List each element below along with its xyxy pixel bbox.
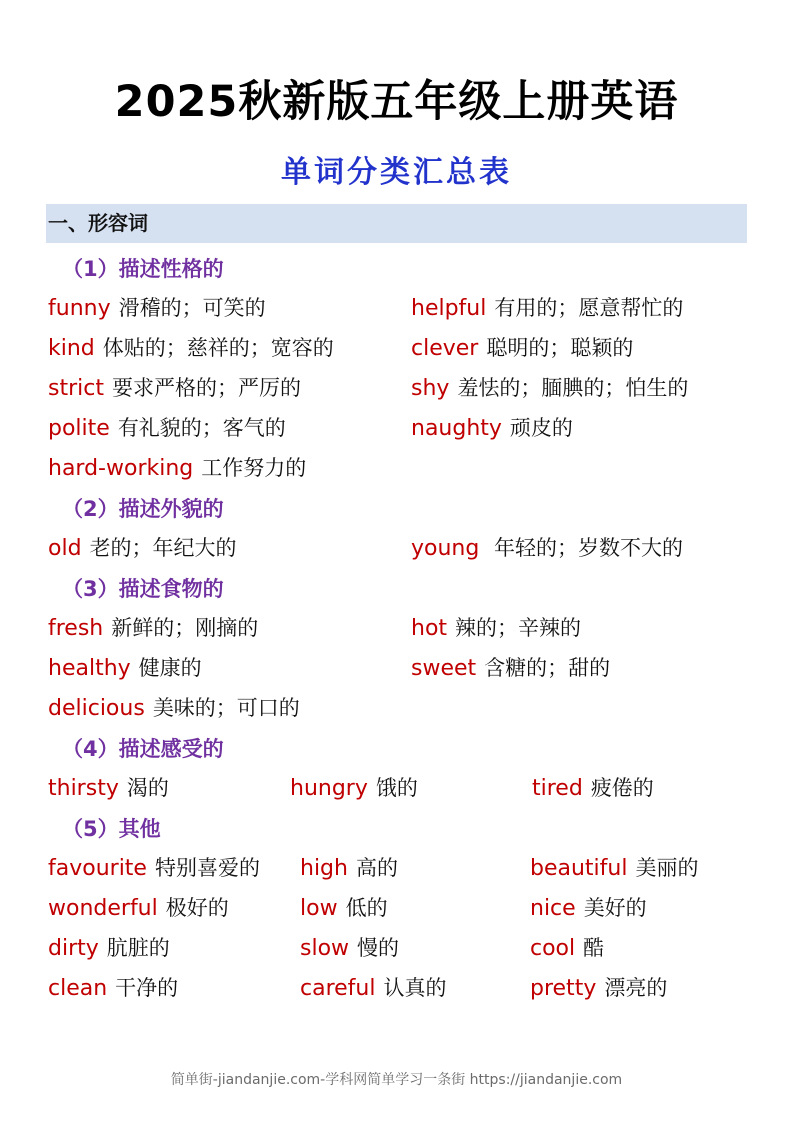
word-chinese: 滑稽的；可笑的: [118, 296, 266, 320]
word-chinese: 肮脏的: [106, 936, 170, 960]
word-entry: [48, 611, 258, 646]
word-chinese: 渴的: [126, 776, 169, 800]
group-title-food: （3）描述食物的: [62, 577, 224, 601]
word-english: pretty: [530, 976, 597, 1001]
word-english: low: [300, 896, 338, 921]
word-entry: [48, 891, 229, 926]
section-header-bar: [46, 204, 747, 243]
word-english: dirty: [48, 936, 99, 961]
word-english: naughty: [411, 416, 502, 441]
word-english: thirsty: [48, 776, 119, 801]
word-english: young: [411, 536, 480, 561]
word-entry: [48, 451, 306, 486]
page-title: 2025秋新版五年级上册英语: [114, 77, 679, 127]
word-chinese: 干净的: [115, 976, 179, 1000]
word-chinese: 有用的；愿意帮忙的: [494, 296, 684, 320]
word-entry: [411, 371, 688, 406]
group-title-appearance: （2）描述外貌的: [62, 497, 224, 521]
word-entry: [411, 291, 683, 326]
word-entry: [411, 611, 581, 646]
word-chinese: 老的；年纪大的: [89, 536, 237, 560]
group-title-personality: （1）描述性格的: [62, 257, 224, 281]
word-english: fresh: [48, 616, 104, 641]
word-english: high: [300, 856, 348, 881]
word-entry: [300, 931, 399, 966]
word-english: wonderful: [48, 896, 158, 921]
word-english: tired: [532, 776, 583, 801]
word-chinese: 有礼貌的；客气的: [117, 416, 286, 440]
word-chinese: 慢的: [357, 936, 400, 960]
word-entry: [48, 291, 266, 326]
word-english: nice: [530, 896, 576, 921]
word-english: funny: [48, 296, 111, 321]
word-entry: [48, 771, 169, 806]
word-english: clean: [48, 976, 108, 1001]
word-chinese: 极好的: [165, 896, 229, 920]
word-english: slow: [300, 936, 350, 961]
word-english: strict: [48, 376, 104, 401]
word-entry: [530, 891, 647, 926]
word-entry: [48, 531, 237, 566]
group-title-feelings: （4）描述感受的: [62, 737, 224, 761]
word-chinese: 饿的: [375, 776, 418, 800]
word-entry: [530, 851, 698, 886]
word-chinese: 工作努力的: [201, 456, 307, 480]
word-chinese: 体贴的；慈祥的；宽容的: [102, 336, 334, 360]
word-chinese: 特别喜爱的: [154, 856, 260, 880]
word-entry: [530, 971, 667, 1006]
word-english: helpful: [411, 296, 487, 321]
word-chinese: 疲倦的: [590, 776, 654, 800]
word-entry: [411, 651, 610, 686]
word-entry: [411, 531, 683, 566]
word-english: delicious: [48, 696, 145, 721]
section-title: 一、形容词: [48, 211, 148, 235]
word-english: careful: [300, 976, 376, 1001]
word-entry: [290, 771, 418, 806]
word-english: hungry: [290, 776, 368, 801]
page-footer: 简单街-jiandanjie.com-学科网简单学习一条街 https://jiandanjie.com: [170, 1072, 623, 1088]
word-entry: [48, 411, 286, 446]
word-entry: [48, 651, 202, 686]
word-english: healthy: [48, 656, 131, 681]
word-chinese: 聪明的；聪颖的: [486, 336, 634, 360]
word-chinese: 美味的；可口的: [152, 696, 300, 720]
word-entry: [48, 371, 301, 406]
word-entry: [48, 971, 178, 1006]
word-entry: [48, 691, 300, 726]
word-entry: [532, 771, 654, 806]
word-chinese: 美好的: [583, 896, 647, 920]
word-entry: [300, 891, 388, 926]
page-subtitle: 单词分类汇总表: [281, 155, 512, 190]
word-chinese: 要求严格的；严厉的: [111, 376, 301, 400]
word-chinese: 含糖的；甜的: [484, 656, 611, 680]
word-chinese: 认真的: [383, 976, 447, 1000]
word-english: hot: [411, 616, 448, 641]
word-english: beautiful: [530, 856, 628, 881]
word-entry: [48, 851, 260, 886]
word-chinese: 羞怯的；腼腆的；怕生的: [457, 376, 689, 400]
word-chinese: 低的: [345, 896, 388, 920]
word-chinese: 顽皮的: [509, 416, 573, 440]
word-chinese: 年轻的；岁数不大的: [487, 536, 684, 560]
word-english: shy: [411, 376, 450, 401]
word-chinese: 辣的；辛辣的: [455, 616, 582, 640]
word-chinese: 漂亮的: [604, 976, 668, 1000]
word-chinese: 酷: [583, 936, 605, 960]
word-english: clever: [411, 336, 479, 361]
word-english: polite: [48, 416, 110, 441]
word-chinese: 健康的: [138, 656, 202, 680]
word-entry: [411, 411, 573, 446]
word-chinese: 新鲜的；刚摘的: [111, 616, 259, 640]
word-english: favourite: [48, 856, 147, 881]
word-english: cool: [530, 936, 576, 961]
word-entry: [300, 851, 398, 886]
word-entry: [300, 971, 446, 1006]
word-entry: [48, 331, 334, 366]
group-title-others: （5）其他: [62, 817, 161, 841]
word-chinese: 高的: [355, 856, 398, 880]
word-english: hard-working: [48, 456, 194, 481]
word-english: sweet: [411, 656, 477, 681]
word-english: kind: [48, 336, 95, 361]
word-entry: [411, 331, 633, 366]
word-entry: [48, 931, 170, 966]
word-entry: [530, 931, 604, 966]
word-english: old: [48, 536, 82, 561]
word-chinese: 美丽的: [635, 856, 699, 880]
